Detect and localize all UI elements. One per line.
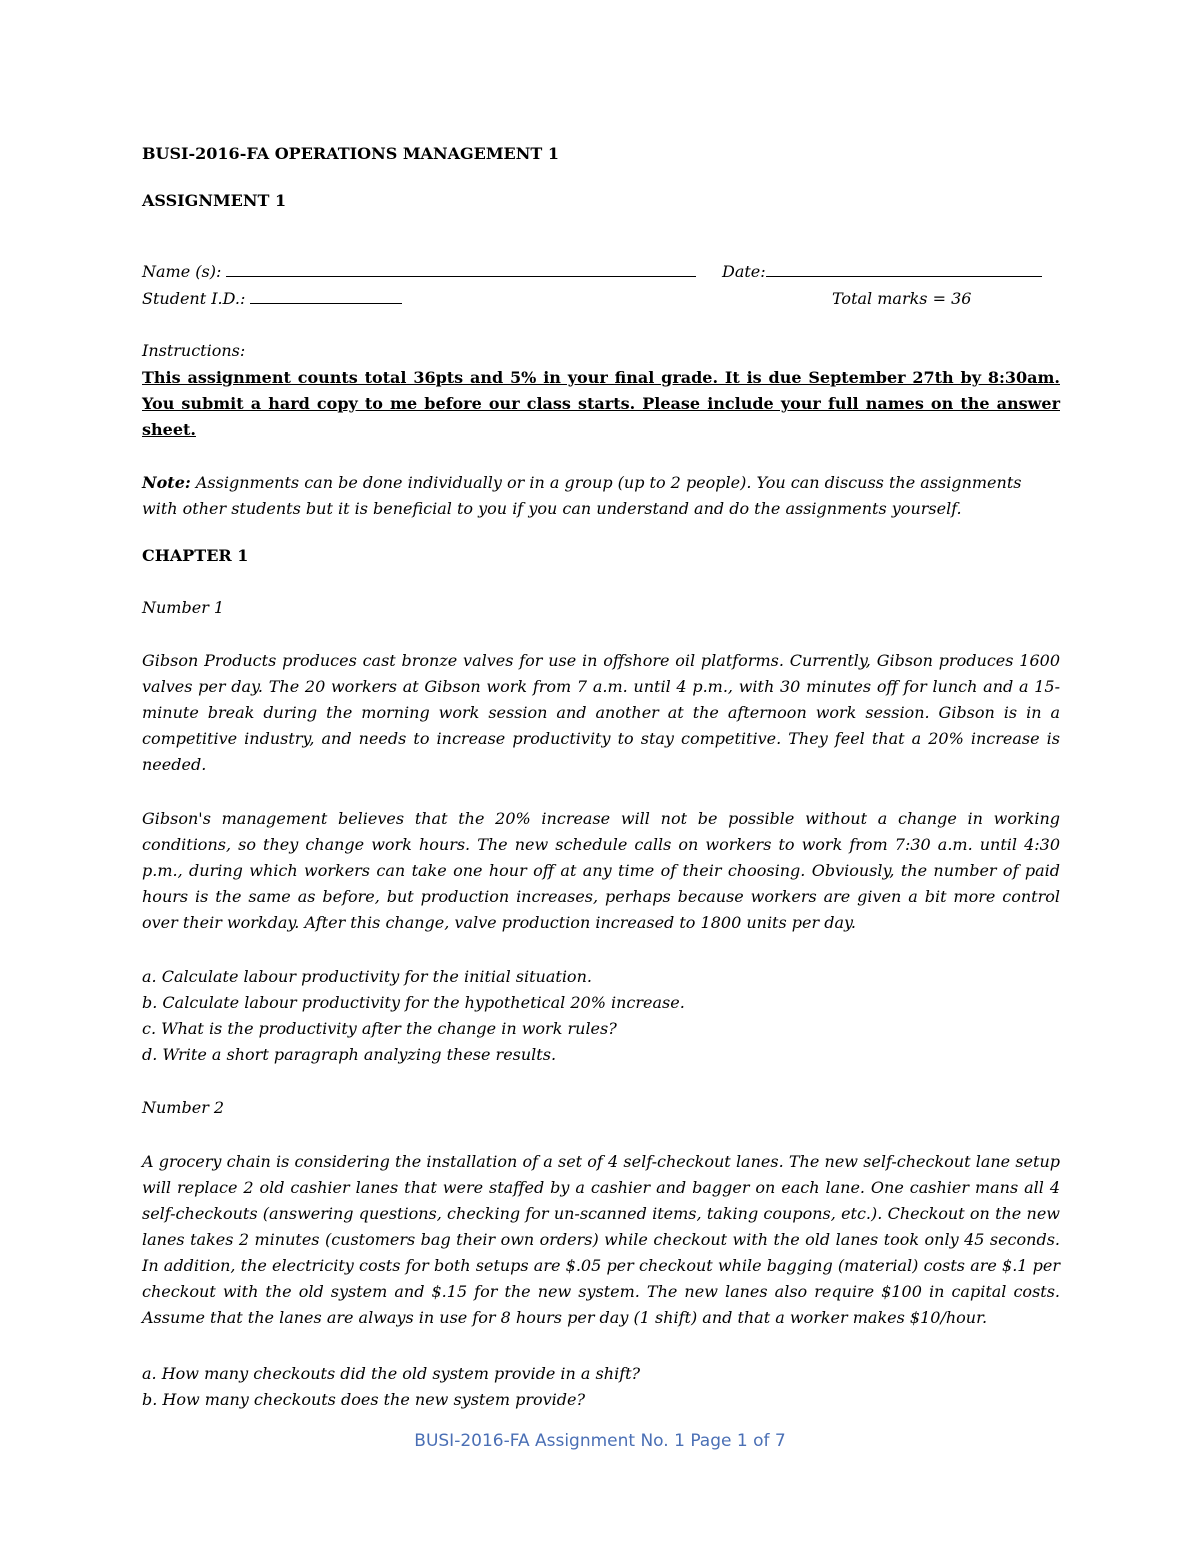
page-footer: BUSI-2016-FA Assignment No. 1 Page 1 of 7 — [414, 1431, 786, 1451]
date-blank-line[interactable] — [766, 260, 1042, 277]
number1-question-list — [142, 964, 1060, 1068]
question-item: d. Write a short paragraph analyzing these results. — [142, 1045, 557, 1064]
student-id-label: Student I.D.: — [142, 289, 246, 308]
note-paragraph — [142, 470, 1060, 522]
number2-heading: Number 2 — [142, 1098, 225, 1117]
question-item: c. What is the productivity after the change in work rules? — [142, 1019, 617, 1038]
note-label: Note: — [142, 473, 191, 492]
question-item: a. Calculate labour productivity for the initial situation. — [142, 967, 592, 986]
number2-paragraph1: A grocery chain is considering the installation of a set of 4 self-checkout lanes. The new self-checkout lane setup will replace 2 old cashier lanes that were staffed by a cashier and bagger on each lane. One cashier mans all 4 self-checkouts (answering questions, checking for un-scanned items, taking coupons, etc.). Checkout on the new lanes takes 2 minutes (customers bag their own orders) while checkout with the old lanes took only 45 seconds. In addition, the electricity costs for both setups are $.05 per checkout while bagging (material) costs are $.1 per checkout with the old system and $.15 for the new system. The new lanes also require $100 in capital costs. Assume that the lanes are always in use for 8 hours per day (1 shift) and that a worker makes $10/hour. — [142, 1152, 1060, 1327]
name-blank-line[interactable] — [226, 260, 696, 277]
total-marks: Total marks = 36 — [832, 289, 972, 308]
name-label: Name (s): — [142, 262, 222, 281]
course-title: BUSI-2016-FA OPERATIONS MANAGEMENT 1 — [142, 144, 559, 163]
name-field[interactable] — [142, 259, 696, 285]
student-id-field[interactable] — [142, 286, 402, 312]
instructions-label: Instructions: — [142, 341, 246, 360]
note-text: Assignments can be done individually or in a group (up to 2 people). You can discuss the assignments with other students but it is beneficial to you if you can understand and do the assignments yourself. — [142, 473, 1022, 518]
instructions-text: This assignment counts total 36pts and 5% in your final grade. It is due September 27th by 8:30am. You submit a hard copy to me before our class starts. Please include your full names on the answer sheet. — [142, 368, 1060, 439]
number1-paragraph1: Gibson Products produces cast bronze valves for use in offshore oil platforms. Currently, Gibson produces 1600 valves per day. The 20 workers at Gibson work from 7 a.m. until 4 p.m., with 30 minutes off for lunch and a 15-minute break during the morning work session and another at the afternoon work session. Gibson is in a competitive industry, and needs to increase productivity to stay competitive. They feel that a 20% increase is needed. — [142, 651, 1060, 774]
number2-question-list — [142, 1361, 1060, 1413]
date-label: Date: — [722, 262, 766, 281]
student-id-blank-line[interactable] — [250, 287, 402, 304]
number1-paragraph2: Gibson's management believes that the 20% increase will not be possible without a change in working conditions, so they change work hours. The new schedule calls on workers to work from 7:30 a.m. until 4:30 p.m., during which workers can take one hour off at any time of their choosing. Obviously, the number of paid hours is the same as before, but production increases, perhaps because workers are given a bit more control over their workday. After this change, valve production increased to 1800 units per day. — [142, 809, 1060, 932]
question-item: b. How many checkouts does the new system provide? — [142, 1390, 586, 1409]
chapter-title: CHAPTER 1 — [142, 546, 249, 565]
assignment-title: ASSIGNMENT 1 — [142, 191, 287, 210]
question-item: b. Calculate labour productivity for the hypothetical 20% increase. — [142, 993, 685, 1012]
number1-heading: Number 1 — [142, 598, 225, 617]
date-field[interactable] — [722, 259, 1042, 285]
question-item: a. How many checkouts did the old system provide in a shift? — [142, 1364, 641, 1383]
